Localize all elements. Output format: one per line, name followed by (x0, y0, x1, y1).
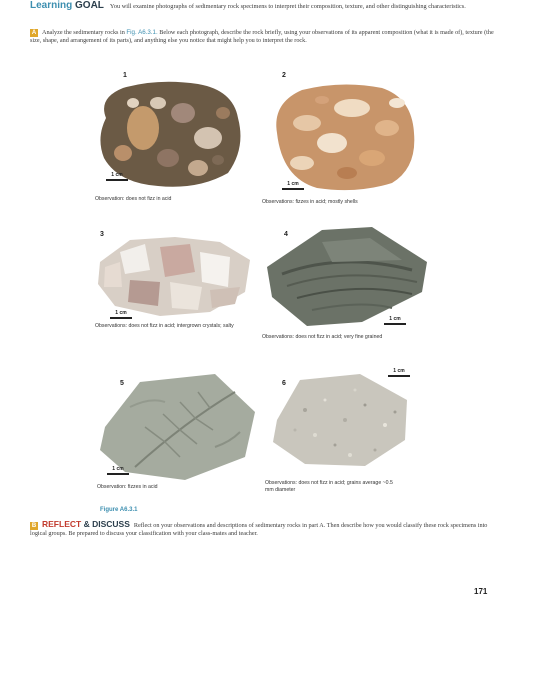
scale-bar (107, 473, 129, 475)
specimen-1-scale (106, 172, 128, 181)
scale-bar (106, 179, 128, 181)
specimen-2-scale (282, 181, 304, 190)
learning-goal (30, 2, 500, 11)
specimen-2-photo (262, 78, 422, 196)
specimen-3-number: 3 (100, 231, 104, 238)
specimen-5-number: 5 (120, 380, 124, 387)
part-b-instructions (30, 520, 500, 538)
learning-goal-heading (30, 0, 104, 11)
specimen-6-observation: Observations: does not fizz in acid; grains average ~0.5 mm diameter (265, 480, 393, 493)
specimen-5-scale (107, 466, 129, 475)
specimen-6-photo (265, 370, 415, 470)
reflect-discuss-heading (42, 519, 130, 529)
learning-goal-text: You will examine photographs of sedimentary rock specimens to interpret their composition, texture, and other distinguishing characteristics. (109, 3, 466, 10)
reflect-heading-part1: REFLECT (42, 519, 82, 529)
scale-bar (282, 188, 304, 190)
page-number: 171 (474, 587, 488, 596)
specimen-2-number: 2 (282, 72, 286, 79)
part-a-text-after: Below each photograph, describe the rock briefly, using your observations of its apparent composition (what it is made of), texture (the size, shape, and arrangement of its parts), and anything else you notice that might help you to interpret the rock. (30, 29, 494, 44)
part-a-instructions (30, 29, 500, 45)
scale-label: 1 cm (111, 172, 123, 178)
scale-label: 1 cm (389, 316, 401, 322)
specimen-4-observation: Observations: does not fizz in acid; very fine grained (262, 334, 383, 340)
specimen-6-scale (388, 368, 410, 377)
specimen-1-observation: Observation: does not fizz in acid (95, 196, 172, 202)
part-b-badge: B (31, 523, 37, 529)
specimen-3-observation: Observations: does not fizz in acid; intergrown crystals; salty (95, 323, 234, 329)
scale-bar (388, 375, 410, 377)
scale-bar (384, 323, 406, 325)
scale-bar (110, 317, 132, 319)
specimen-4-photo (262, 222, 432, 330)
specimen-6-number: 6 (282, 380, 286, 387)
specimen-2-observation: Observations: fizzes in acid; mostly shells (262, 199, 358, 205)
learning-goal-label: Learning (30, 0, 73, 11)
specimen-4-number: 4 (284, 231, 288, 238)
part-b-text: Reflect on your observations and descriptions of sedimentary rocks in part A. Then describe how you would classify these rock specimens into logical groups. Be prepared to discuss your classification with your class-mates and teacher. (30, 522, 488, 537)
scale-label: 1 cm (393, 368, 405, 374)
specimen-5-observation: Observation: fizzes in acid (97, 484, 158, 490)
figure-caption: Figure A6.3.1 (100, 507, 138, 513)
specimen-3-scale (110, 310, 132, 319)
specimen-3-photo (90, 232, 260, 320)
reflect-heading-part2: & DISCUSS (83, 519, 130, 529)
scale-label: 1 cm (287, 181, 299, 187)
figure-reference-link[interactable]: Fig. A6.3.1. (126, 29, 158, 36)
goal-label: GOAL (75, 0, 104, 11)
specimen-4-scale (384, 316, 406, 325)
specimen-1-number: 1 (123, 72, 127, 79)
scale-label: 1 cm (112, 466, 124, 472)
part-a-text-before: Analyze the sedimentary rocks in (42, 29, 125, 36)
part-a-badge: A (31, 30, 37, 36)
scale-label: 1 cm (115, 310, 127, 316)
